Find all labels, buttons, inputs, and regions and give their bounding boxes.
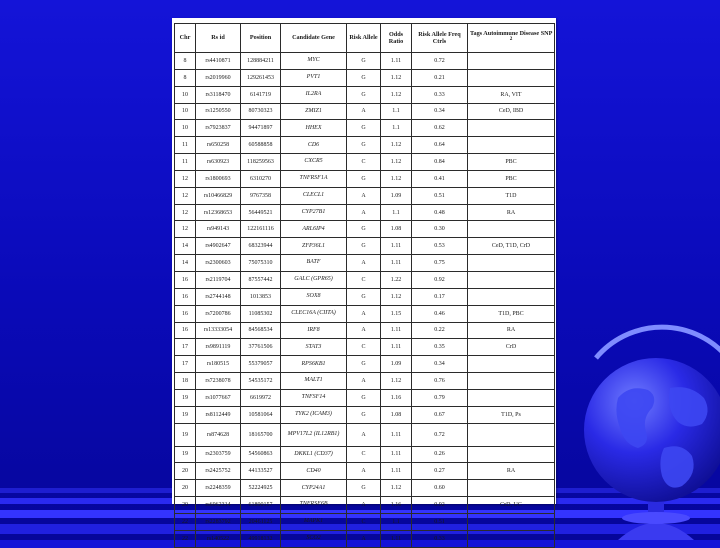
cell-position: 54560863 (241, 446, 281, 463)
cell-position: 55379057 (241, 356, 281, 373)
cell-position: 118259563 (241, 154, 281, 171)
cell-odds-ratio: 1.11 (381, 446, 412, 463)
cell-odds-ratio: 1.1 (381, 204, 412, 221)
cell-chr: 19 (175, 389, 196, 406)
cell-position: 6310270 (241, 170, 281, 187)
table-row (175, 204, 555, 221)
cell-odds-ratio: 1.11 (381, 423, 412, 446)
cell-position: 11085302 (241, 305, 281, 322)
cell-rsid: rs7238078 (196, 373, 241, 390)
cell-gene: MPV17L2 (IL12RB1) (281, 423, 347, 446)
cell-position: 20461125 (241, 513, 281, 530)
cell-odds-ratio: 1.11 (381, 255, 412, 272)
cell-freq: 0.46 (412, 305, 468, 322)
cell-position: 10581064 (241, 406, 281, 423)
cell-chr: 20 (175, 480, 196, 497)
cell-freq: 0.53 (412, 238, 468, 255)
cell-rsid: rs12368653 (196, 204, 241, 221)
cell-tags (468, 480, 555, 497)
cell-freq: 0.79 (412, 389, 468, 406)
cell-gene: CYP24A1 (281, 480, 347, 497)
cell-position: 44133527 (241, 463, 281, 480)
cell-position: 6619972 (241, 389, 281, 406)
cell-rsid: rs2744148 (196, 288, 241, 305)
cell-risk-allele: A (347, 423, 381, 446)
cell-position: 128884211 (241, 53, 281, 70)
cell-risk-allele: C (347, 513, 381, 530)
table-row (175, 86, 555, 103)
table-row (175, 406, 555, 423)
cell-gene: PVT1 (281, 69, 347, 86)
cell-freq: 0.72 (412, 423, 468, 446)
cell-gene: RPS6KB1 (281, 356, 347, 373)
cell-tags (468, 255, 555, 272)
column-header-tags (468, 24, 555, 53)
table-row (175, 463, 555, 480)
cell-risk-allele: A (347, 187, 381, 204)
cell-chr: 14 (175, 238, 196, 255)
cell-odds-ratio: 1.12 (381, 480, 412, 497)
cell-gene: IL2RA (281, 86, 347, 103)
cell-freq: 0.84 (412, 154, 468, 171)
cell-position: 6141719 (241, 86, 281, 103)
column-header-odds-ratio: Odds Ratio (381, 24, 412, 53)
cell-chr: 16 (175, 288, 196, 305)
cell-chr: 12 (175, 221, 196, 238)
cell-gene: HHEX (281, 120, 347, 137)
table-row (175, 356, 555, 373)
cell-chr: 12 (175, 204, 196, 221)
cell-gene: MALT1 (281, 373, 347, 390)
cell-position: 9767358 (241, 187, 281, 204)
table-row (175, 513, 555, 530)
cell-rsid: rs2283792 (196, 513, 241, 530)
cell-rsid: rs2300603 (196, 255, 241, 272)
table-row (175, 238, 555, 255)
cell-tags (468, 137, 555, 154)
cell-position: 94471897 (241, 120, 281, 137)
cell-gene: TYK2 (ICAM3) (281, 406, 347, 423)
cell-chr: 14 (175, 255, 196, 272)
cell-rsid: rs874628 (196, 423, 241, 446)
table-row (175, 288, 555, 305)
cell-freq: 0.67 (412, 406, 468, 423)
scanned-table-sheet (172, 18, 556, 542)
column-header-rsid: Rs id (196, 24, 241, 53)
cell-risk-allele: C (347, 154, 381, 171)
cell-tags: CeD, IBD (468, 103, 555, 120)
globe-icon (578, 318, 720, 540)
cell-position: 49918132 (241, 530, 281, 547)
cell-position: 87557442 (241, 271, 281, 288)
cell-position: 122161116 (241, 221, 281, 238)
cell-rsid: rs1800693 (196, 170, 241, 187)
cell-tags: CrD (468, 339, 555, 356)
cell-freq: 0.41 (412, 170, 468, 187)
column-header-tags-sup: 2 (509, 36, 513, 43)
cell-risk-allele: G (347, 53, 381, 70)
table-row (175, 120, 555, 137)
cell-tags (468, 271, 555, 288)
cell-risk-allele: G (347, 238, 381, 255)
column-header-tags-text: Tags Autoimmune Disease SNP (469, 30, 553, 38)
cell-odds-ratio: 1.08 (381, 406, 412, 423)
cell-chr: 12 (175, 170, 196, 187)
cell-gene: ZFP36L1 (281, 238, 347, 255)
cell-freq: 0.60 (412, 480, 468, 497)
cell-tags: RA (468, 463, 555, 480)
cell-odds-ratio: 1.11 (381, 322, 412, 339)
cell-risk-allele: A (347, 305, 381, 322)
cell-odds-ratio: 1.09 (381, 187, 412, 204)
cell-risk-allele: G (347, 389, 381, 406)
cell-risk-allele: A (347, 322, 381, 339)
cell-tags: RA, VIT (468, 86, 555, 103)
table-row (175, 170, 555, 187)
cell-freq: 0.33 (412, 86, 468, 103)
cell-risk-allele: G (347, 406, 381, 423)
cell-rsid: rs7923837 (196, 120, 241, 137)
cell-chr: 19 (175, 446, 196, 463)
cell-freq: 0.17 (412, 288, 468, 305)
cell-odds-ratio: 1.12 (381, 373, 412, 390)
cell-tags: CrD, UC (468, 497, 555, 514)
cell-tags (468, 69, 555, 86)
cell-rsid: rs2303759 (196, 446, 241, 463)
cell-tags: T1D, PBC (468, 305, 555, 322)
cell-risk-allele: G (347, 86, 381, 103)
cell-gene: CD6 (281, 137, 347, 154)
table-row (175, 423, 555, 446)
cell-risk-allele: G (347, 480, 381, 497)
cell-freq: 0.30 (412, 221, 468, 238)
cell-chr: 22 (175, 530, 196, 547)
cell-position: 1013853 (241, 288, 281, 305)
cell-chr: 19 (175, 423, 196, 446)
cell-freq: 0.51 (412, 187, 468, 204)
column-header-chr: Chr (175, 24, 196, 53)
table-row (175, 255, 555, 272)
cell-position: 54535172 (241, 373, 281, 390)
cell-rsid: rs2019960 (196, 69, 241, 86)
table-row (175, 497, 555, 514)
cell-rsid: rs1250550 (196, 103, 241, 120)
cell-tags: T1D, Ps (468, 406, 555, 423)
cell-odds-ratio: 1.11 (381, 238, 412, 255)
cell-freq: 0.51 (412, 513, 468, 530)
cell-tags (468, 373, 555, 390)
cell-freq: 0.34 (412, 356, 468, 373)
cell-gene: MAPK1 (281, 513, 347, 530)
cell-chr: 12 (175, 187, 196, 204)
cell-risk-allele: G (347, 120, 381, 137)
column-header-risk-allele: Risk Allele (347, 24, 381, 53)
cell-gene: BATF (281, 255, 347, 272)
table-row (175, 305, 555, 322)
cell-freq: 0.64 (412, 137, 468, 154)
cell-tags (468, 423, 555, 446)
cell-chr: 11 (175, 137, 196, 154)
cell-freq: 0.48 (412, 204, 468, 221)
cell-chr: 10 (175, 86, 196, 103)
cell-gene: CLECL1 (281, 187, 347, 204)
cell-odds-ratio: 1.12 (381, 288, 412, 305)
cell-gene: MYC (281, 53, 347, 70)
table-body (175, 53, 555, 548)
cell-gene: DKKL1 (CD37) (281, 446, 347, 463)
cell-gene: STAT3 (281, 339, 347, 356)
cell-chr: 16 (175, 305, 196, 322)
cell-tags (468, 530, 555, 547)
cell-risk-allele: C (347, 339, 381, 356)
table-row (175, 154, 555, 171)
cell-chr: 10 (175, 103, 196, 120)
cell-gene: GALC (GPR65) (281, 271, 347, 288)
cell-gene: TNFRSF6B (281, 497, 347, 514)
cell-gene: IRF8 (281, 322, 347, 339)
cell-gene: CD40 (281, 463, 347, 480)
cell-odds-ratio: 1.12 (381, 170, 412, 187)
cell-position: 37761506 (241, 339, 281, 356)
cell-risk-allele: G (347, 69, 381, 86)
cell-freq: 0.92 (412, 497, 468, 514)
cell-risk-allele: G (347, 137, 381, 154)
cell-freq: 0.75 (412, 255, 468, 272)
cell-rsid: rs10466829 (196, 187, 241, 204)
cell-position: 52224925 (241, 480, 281, 497)
cell-chr: 17 (175, 339, 196, 356)
cell-rsid: rs4902647 (196, 238, 241, 255)
table-header-row (175, 24, 555, 53)
cell-rsid: rs6062314 (196, 497, 241, 514)
cell-tags: PBC (468, 170, 555, 187)
cell-tags (468, 221, 555, 238)
cell-rsid: rs2248359 (196, 480, 241, 497)
cell-tags: RA (468, 204, 555, 221)
cell-rsid: rs180515 (196, 356, 241, 373)
cell-gene: SOX8 (281, 288, 347, 305)
cell-risk-allele: G (347, 221, 381, 238)
cell-rsid: rs7200786 (196, 305, 241, 322)
cell-rsid: rs8112449 (196, 406, 241, 423)
cell-odds-ratio: 1.15 (381, 305, 412, 322)
cell-tags (468, 389, 555, 406)
cell-freq: 0.92 (412, 271, 468, 288)
cell-freq: 0.34 (412, 103, 468, 120)
cell-rsid: rs2425752 (196, 463, 241, 480)
cell-position: 60588858 (241, 137, 281, 154)
cell-chr: 18 (175, 373, 196, 390)
cell-risk-allele: A (347, 255, 381, 272)
table-row (175, 373, 555, 390)
column-header-gene: Candidate Gene (281, 24, 347, 53)
cell-chr: 10 (175, 120, 196, 137)
cell-gene: CYP27B1 (281, 204, 347, 221)
cell-chr: 20 (175, 463, 196, 480)
column-header-freq: Risk Allele Freq Ctrls (412, 24, 468, 53)
table-row (175, 137, 555, 154)
cell-chr: 16 (175, 271, 196, 288)
table-row (175, 446, 555, 463)
cell-risk-allele: A (347, 463, 381, 480)
cell-position: 80730323 (241, 103, 281, 120)
cell-rsid: rs140522 (196, 530, 241, 547)
cell-risk-allele: A (347, 204, 381, 221)
cell-freq: 0.33 (412, 530, 468, 547)
table-row (175, 322, 555, 339)
table-row (175, 69, 555, 86)
cell-risk-allele: G (347, 170, 381, 187)
cell-odds-ratio: 1.08 (381, 221, 412, 238)
cell-gene: CXCR5 (281, 154, 347, 171)
cell-rsid: rs2119704 (196, 271, 241, 288)
cell-risk-allele: C (347, 446, 381, 463)
table-row (175, 187, 555, 204)
table-row (175, 530, 555, 547)
cell-tags: RA (468, 322, 555, 339)
cell-odds-ratio: 1.16 (381, 389, 412, 406)
cell-rsid: rs1077667 (196, 389, 241, 406)
table-row (175, 339, 555, 356)
table-row (175, 389, 555, 406)
cell-position: 68323944 (241, 238, 281, 255)
cell-chr: 20 (175, 497, 196, 514)
cell-freq: 0.62 (412, 120, 468, 137)
cell-risk-allele: A (347, 373, 381, 390)
cell-freq: 0.72 (412, 53, 468, 70)
cell-gene: ZMIZ1 (281, 103, 347, 120)
cell-tags: T1D (468, 187, 555, 204)
cell-freq: 0.35 (412, 339, 468, 356)
cell-chr: 16 (175, 322, 196, 339)
cell-tags (468, 513, 555, 530)
cell-freq: 0.21 (412, 69, 468, 86)
cell-tags (468, 356, 555, 373)
cell-odds-ratio: 1.12 (381, 86, 412, 103)
table-row (175, 271, 555, 288)
cell-gene: CLEC16A (CIITA) (281, 305, 347, 322)
cell-tags (468, 288, 555, 305)
cell-freq: 0.22 (412, 322, 468, 339)
cell-risk-allele: C (347, 271, 381, 288)
cell-position: 129261453 (241, 69, 281, 86)
cell-odds-ratio: 1.1 (381, 513, 412, 530)
cell-odds-ratio: 1.12 (381, 154, 412, 171)
cell-odds-ratio: 1.11 (381, 463, 412, 480)
cell-tags: PBC (468, 154, 555, 171)
cell-position: 75075310 (241, 255, 281, 272)
cell-freq: 0.26 (412, 446, 468, 463)
cell-freq: 0.27 (412, 463, 468, 480)
cell-risk-allele: A (347, 497, 381, 514)
cell-tags (468, 53, 555, 70)
cell-rsid: rs13333054 (196, 322, 241, 339)
cell-odds-ratio: 1.09 (381, 356, 412, 373)
cell-odds-ratio: 1.1 (381, 120, 412, 137)
table-row (175, 53, 555, 70)
cell-rsid: rs650258 (196, 137, 241, 154)
cell-position: 61890157 (241, 497, 281, 514)
cell-chr: 11 (175, 154, 196, 171)
cell-tags: CeD, T1D, CrD (468, 238, 555, 255)
cell-chr: 8 (175, 53, 196, 70)
cell-position: 18165700 (241, 423, 281, 446)
cell-chr: 17 (175, 356, 196, 373)
cell-rsid: rs4410871 (196, 53, 241, 70)
cell-odds-ratio: 1.11 (381, 339, 412, 356)
table-row (175, 480, 555, 497)
cell-odds-ratio: 1.12 (381, 137, 412, 154)
cell-odds-ratio: 1.12 (381, 69, 412, 86)
cell-risk-allele: A (347, 530, 381, 547)
cell-gene: ARL6IP4 (281, 221, 347, 238)
cell-freq: 0.76 (412, 373, 468, 390)
cell-gene: TNFRSF1A (281, 170, 347, 187)
table-row (175, 221, 555, 238)
snp-association-table (174, 23, 555, 548)
cell-gene: SCO2 (281, 530, 347, 547)
cell-rsid: rs630923 (196, 154, 241, 171)
column-header-position: Position (241, 24, 281, 53)
cell-risk-allele: G (347, 356, 381, 373)
cell-position: 56449521 (241, 204, 281, 221)
cell-tags (468, 120, 555, 137)
cell-odds-ratio: 1.11 (381, 530, 412, 547)
cell-position: 84568534 (241, 322, 281, 339)
cell-tags (468, 446, 555, 463)
table-row (175, 103, 555, 120)
cell-chr: 19 (175, 406, 196, 423)
cell-odds-ratio: 1.1 (381, 103, 412, 120)
cell-odds-ratio: 1.11 (381, 53, 412, 70)
cell-chr: 22 (175, 513, 196, 530)
cell-rsid: rs3118470 (196, 86, 241, 103)
cell-odds-ratio: 1.16 (381, 497, 412, 514)
cell-rsid: rs949143 (196, 221, 241, 238)
cell-risk-allele: A (347, 103, 381, 120)
cell-rsid: rs9891119 (196, 339, 241, 356)
cell-odds-ratio: 1.22 (381, 271, 412, 288)
cell-chr: 8 (175, 69, 196, 86)
cell-risk-allele: G (347, 288, 381, 305)
cell-gene: TNFSF14 (281, 389, 347, 406)
